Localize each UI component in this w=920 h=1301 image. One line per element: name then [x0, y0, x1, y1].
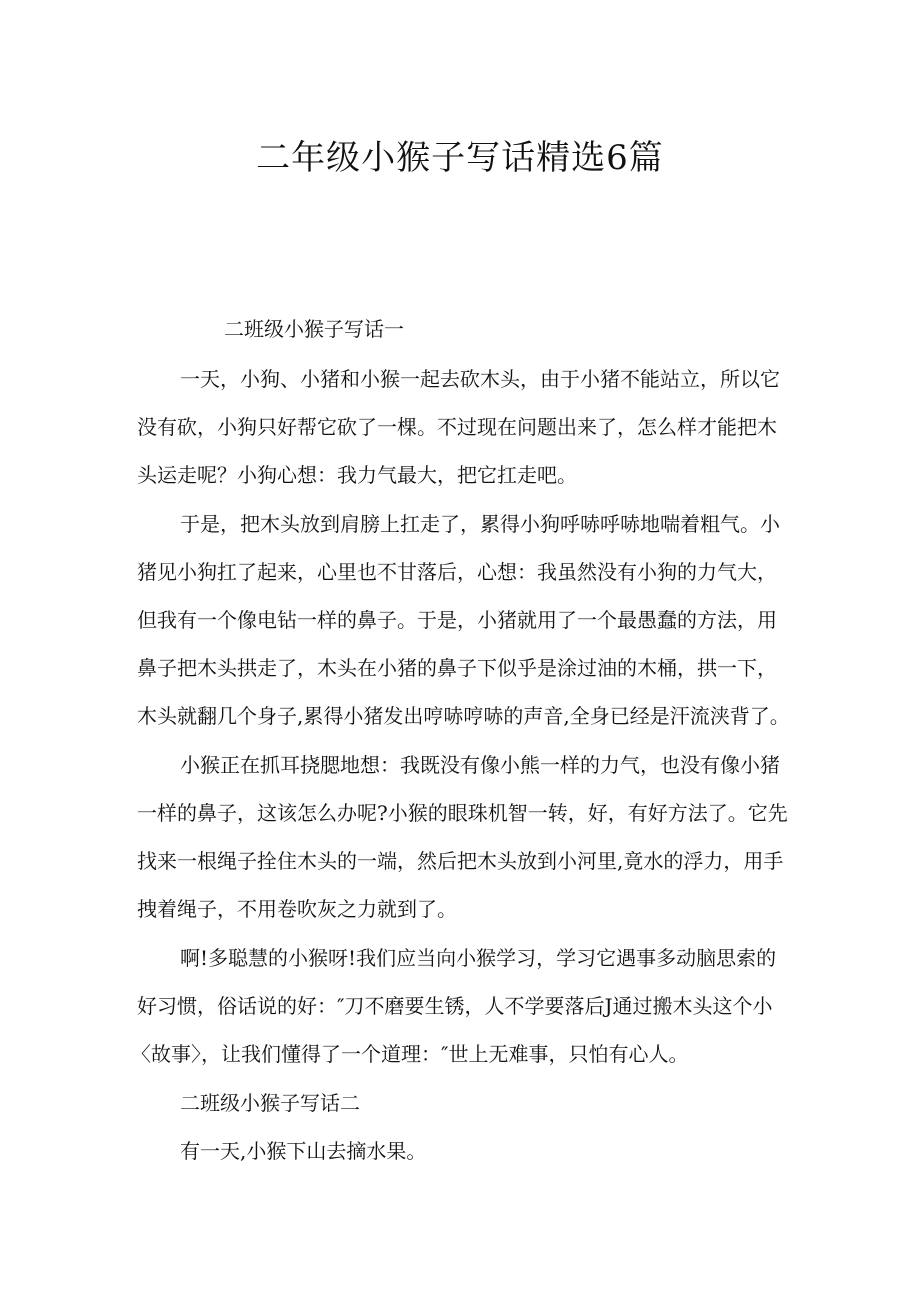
section-heading-2: 二班级小猴子写话二	[180, 1091, 360, 1115]
paragraph-1-line-1: 一天，小狗、小猪和小猴一起去砍木头，由于小猪不能站立，所以它	[180, 367, 780, 391]
paragraph-4-line-3: 〈故事〉，让我们懂得了一个道理：″世上无难事，只怕有心人。	[131, 1042, 689, 1066]
paragraph-2-line-2: 猪见小狗扛了起来，心里也不甘落后，心想：我虽然没有小狗的力气大，	[137, 560, 777, 584]
paragraph-2-line-3: 但我有一个像电钻一样的鼻子。于是，小猪就用了一个最愚蠢的方法，用	[137, 608, 777, 632]
paragraph-2-line-5: 木头就翻几个身子,累得小猪发出哼哧哼哧的声音,全身已经是汗流浃背了。	[137, 704, 790, 728]
paragraph-4-line-1: 啊!多聪慧的小猴呀!我们应当向小猴学习，学习它遇事多动脑思索的	[180, 946, 777, 970]
paragraph-3-line-3: 找来一根绳子拴住木头的一端，然后把木头放到小河里,竟水的浮力，用手	[137, 849, 784, 873]
paragraph-4-line-2: 好习惯，俗话说的好：″刀不磨要生锈，人不学要落后J通过搬木头这个小	[137, 994, 773, 1018]
section-heading-1: 二班级小猴子写话一	[224, 317, 404, 341]
paragraph-3-line-2: 一样的鼻子，这该怎么办呢?小猴的眼珠机智一转，好，有好方法了。它先	[137, 801, 788, 825]
paragraph-3-line-1: 小猴正在抓耳挠腮地想：我既没有像小熊一样的力气，也没有像小猪	[180, 753, 780, 777]
paragraph-1-line-2: 没有砍，小狗只好帮它砍了一棵。不过现在问题出来了，怎么样才能把木	[137, 415, 777, 439]
paragraph-2-line-4: 鼻子把木头拱走了，木头在小猪的鼻子下似乎是涂过油的木桶，拱一下，	[137, 656, 777, 680]
paragraph-5-line-1: 有一天,小猴下山去摘水果。	[180, 1139, 427, 1163]
paragraph-2-line-1: 于是，把木头放到肩膀上扛走了，累得小狗呼哧呼哧地喘着粗气。小	[180, 512, 780, 536]
document-title: 二年级小猴子写话精选6篇	[256, 138, 664, 178]
paragraph-3-line-4: 拽着绳子，不用卷吹灰之力就到了。	[137, 897, 457, 921]
paragraph-1-line-3: 头运走呢？小狗心想：我力气最大，把它扛走吧。	[137, 463, 577, 487]
